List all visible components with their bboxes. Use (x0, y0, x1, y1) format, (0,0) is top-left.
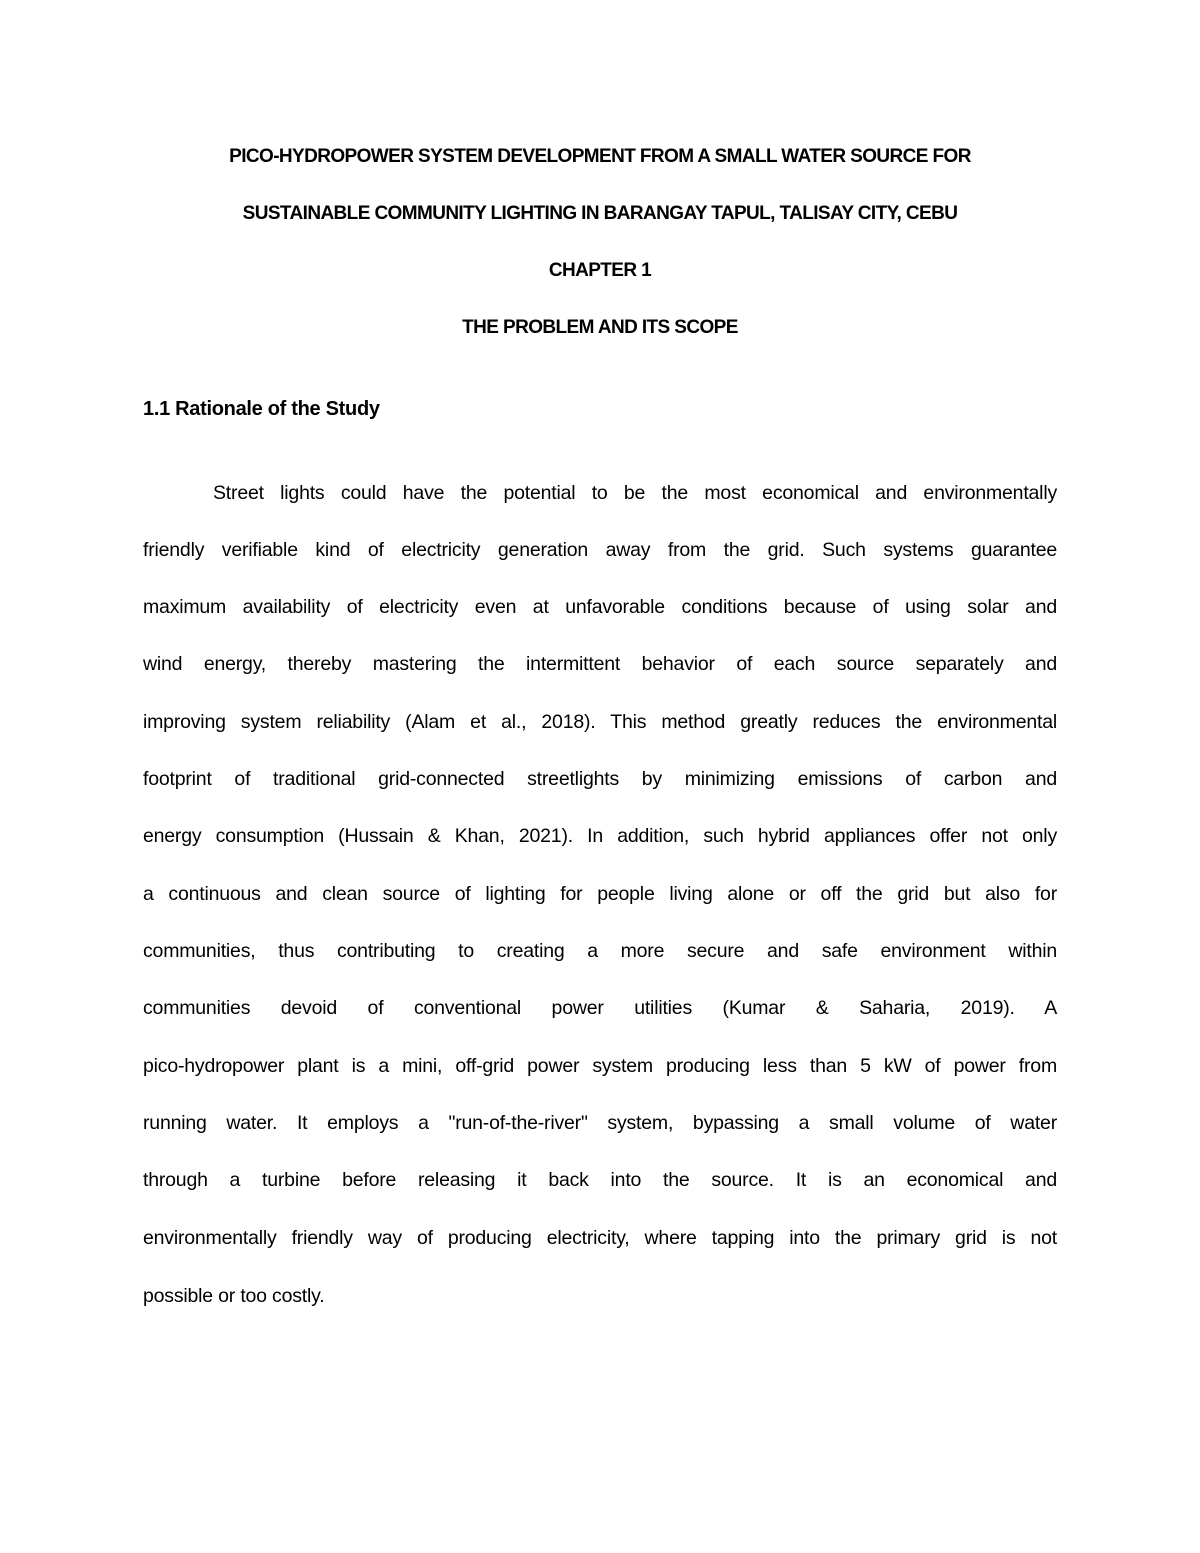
paragraph-line: running water. It employs a "run-of-the-river" system, bypassing a small volume of water (143, 1112, 1057, 1134)
paragraph-line: footprint of traditional grid-connected streetlights by minimizing emissions of carbon and (143, 768, 1057, 790)
paragraph-line: friendly verifiable kind of electricity generation away from the grid. Such systems guarantee (143, 539, 1057, 561)
paragraph-line: environmentally friendly way of producing electricity, where tapping into the primary grid is not (143, 1227, 1057, 1249)
paragraph-line: maximum availability of electricity even at unfavorable conditions because of using solar and (143, 596, 1057, 618)
section-heading: 1.1 Rationale of the Study (143, 398, 380, 420)
paragraph-line: wind energy, thereby mastering the intermittent behavior of each source separately and (143, 653, 1057, 675)
paragraph-line: communities devoid of conventional power utilities (Kumar & Saharia, 2019). A (143, 997, 1057, 1019)
paragraph-line: improving system reliability (Alam et al., 2018). This method greatly reduces the environmental (143, 711, 1057, 733)
chapter-number: CHAPTER 1 (548, 260, 652, 281)
paragraph-line: communities, thus contributing to creating a more secure and safe environment within (143, 940, 1057, 962)
paragraph-line: Street lights could have the potential to be the most economical and environmentally (213, 482, 1057, 504)
paragraph-line: energy consumption (Hussain & Khan, 2021). In addition, such hybrid appliances offer not only (143, 825, 1057, 847)
document-title-line-1: PICO-HYDROPOWER SYSTEM DEVELOPMENT FROM A SMALL WATER SOURCE FOR (229, 146, 971, 167)
chapter-title: THE PROBLEM AND ITS SCOPE (462, 317, 738, 338)
paragraph-line: pico-hydropower plant is a mini, off-grid power system producing less than 5 kW of power from (143, 1055, 1057, 1077)
paragraph-line: a continuous and clean source of lighting for people living alone or off the grid but also for (143, 883, 1057, 905)
document-title-line-2: SUSTAINABLE COMMUNITY LIGHTING IN BARANGAY TAPUL, TALISAY CITY, CEBU (242, 203, 958, 224)
paragraph-line: possible or too costly. (143, 1285, 325, 1307)
paragraph-line: through a turbine before releasing it back into the source. It is an economical and (143, 1169, 1057, 1191)
